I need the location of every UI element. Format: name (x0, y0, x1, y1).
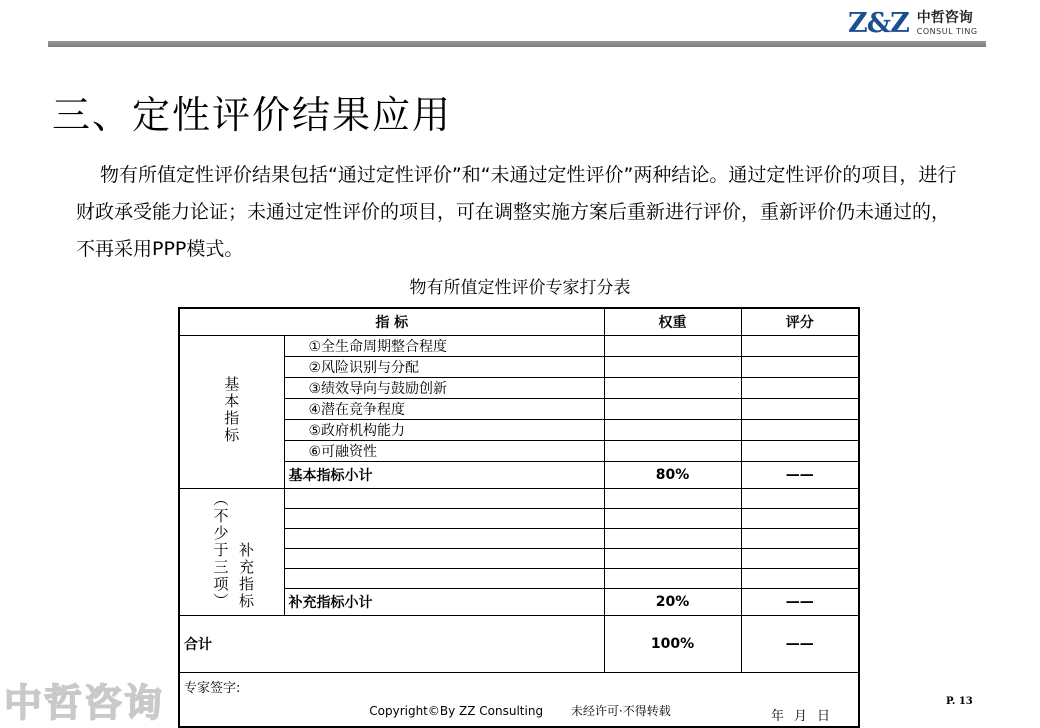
supplementary-item-cell[interactable] (284, 569, 604, 589)
score-cell[interactable] (741, 529, 859, 549)
score-cell[interactable] (741, 489, 859, 509)
header-indicator: 指 标 (179, 308, 604, 336)
weight-cell[interactable] (604, 441, 741, 462)
supplementary-item-cell[interactable] (284, 549, 604, 569)
basic-item: ⑥可融资性 (284, 441, 604, 462)
weight-cell[interactable] (604, 420, 741, 441)
score-cell[interactable] (741, 357, 859, 378)
slide-title: 三、定性评价结果应用 (52, 93, 453, 137)
basic-group-label: 基本指标 (222, 376, 241, 444)
weight-cell[interactable] (604, 399, 741, 420)
total-label: 合计 (179, 616, 604, 673)
weight-cell[interactable] (604, 569, 741, 589)
footer-copyright: Copyright©By ZZ Consulting (369, 704, 544, 718)
score-cell[interactable] (741, 549, 859, 569)
scoring-table (178, 307, 860, 728)
table-caption: 物有所值定性评价专家打分表 (409, 278, 631, 298)
body-paragraph: 物有所值定性评价结果包括“通过定性评价”和“未通过定性评价”两种结论。通过定性评价的项目，进行财政承受能力论证；未通过定性评价的项目，可在调整实施方案后重新进行评价，重新评价仍未通过的，不再采用PPP模式。 (76, 164, 957, 260)
weight-cell[interactable] (604, 378, 741, 399)
weight-cell[interactable] (604, 529, 741, 549)
watermark: 中哲咨询 (4, 681, 165, 725)
footer (0, 702, 1040, 719)
weight-cell[interactable] (604, 549, 741, 569)
footer-notice: 未经许可·不得转载 (570, 704, 671, 718)
logo-mark: Z&Z (848, 8, 909, 39)
basic-item: ②风险识别与分配 (284, 357, 604, 378)
supplementary-subtotal-label: 补充指标小计 (284, 589, 604, 616)
header-rule (48, 41, 986, 47)
basic-item: ①全生命周期整合程度 (284, 336, 604, 357)
supplementary-group-cell (179, 489, 284, 616)
basic-subtotal-score: —— (741, 462, 859, 489)
total-row (179, 616, 859, 673)
header-score: 评分 (741, 308, 859, 336)
basic-subtotal-label: 基本指标小计 (284, 462, 604, 489)
score-cell[interactable] (741, 399, 859, 420)
weight-cell[interactable] (604, 489, 741, 509)
weight-cell[interactable] (604, 336, 741, 357)
supplementary-group-note: （不少于三项） (211, 490, 230, 610)
score-cell[interactable] (741, 378, 859, 399)
logo-text (917, 11, 978, 36)
header-weight: 权重 (604, 308, 741, 336)
basic-subtotal-weight: 80% (604, 462, 741, 489)
supplementary-item-cell[interactable] (284, 489, 604, 509)
basic-group-cell (179, 336, 284, 489)
signature-date: 年月日 (770, 709, 840, 724)
weight-cell[interactable] (604, 357, 741, 378)
score-cell[interactable] (741, 509, 859, 529)
logo-en: CONSUL TING (916, 27, 978, 36)
page-number: P. 13 (946, 696, 973, 707)
supplementary-item-cell[interactable] (284, 509, 604, 529)
score-cell[interactable] (741, 336, 859, 357)
table-header-row (179, 308, 859, 336)
total-score: —— (741, 616, 859, 673)
basic-item: ③绩效导向与鼓励创新 (284, 378, 604, 399)
table-row (179, 336, 859, 357)
supplementary-item-cell[interactable] (284, 529, 604, 549)
total-weight: 100% (604, 616, 741, 673)
score-cell[interactable] (741, 441, 859, 462)
score-cell[interactable] (741, 569, 859, 589)
basic-item: ⑤政府机构能力 (284, 420, 604, 441)
company-logo (848, 8, 978, 39)
supplementary-subtotal-score: —— (741, 589, 859, 616)
supplementary-group-label: 补充指标 (236, 541, 255, 610)
supplementary-subtotal-weight: 20% (604, 589, 741, 616)
table-row (179, 489, 859, 509)
signature-label: 专家签字: (184, 681, 241, 696)
weight-cell[interactable] (604, 509, 741, 529)
basic-item: ④潜在竞争程度 (284, 399, 604, 420)
score-cell[interactable] (741, 420, 859, 441)
logo-cn: 中哲咨询 (916, 10, 973, 26)
